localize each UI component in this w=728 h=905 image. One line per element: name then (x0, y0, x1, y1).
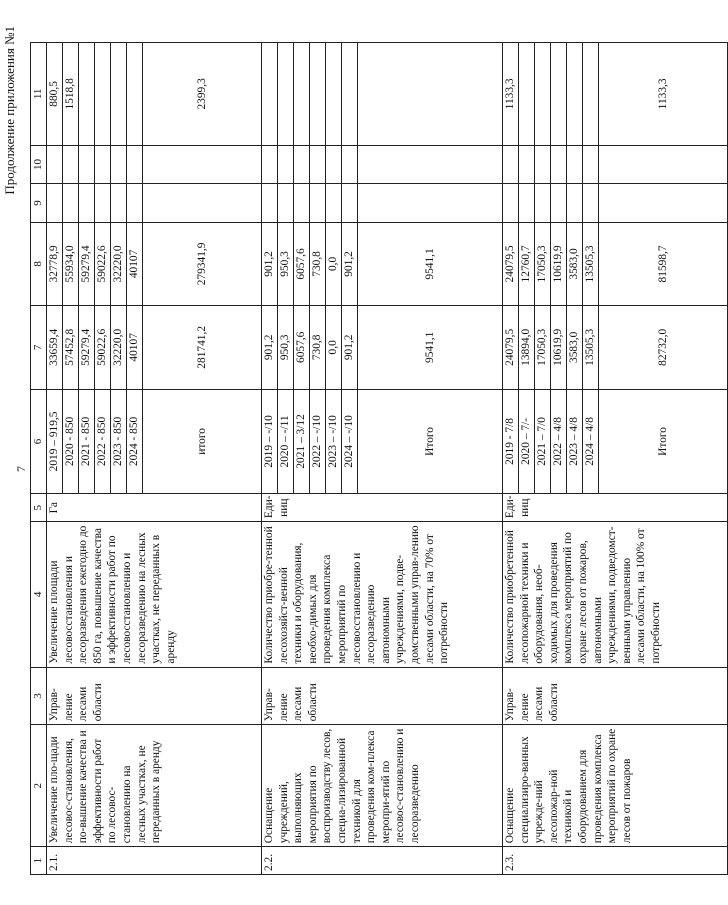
other-sources: 880,5 (47, 43, 63, 146)
indicator-description: Количество приобре-тенной лесохозяйст-венной техники и оборудования, необхо-димых для проведения комплекса мероприятий по лесовосстановлению и лесоразведению автономными учреждениями, подве-домственными управ-лению лесами области, на 70% от потребности (262, 522, 503, 667)
other-sources (294, 43, 310, 146)
column-number: 10 (31, 145, 47, 183)
local-budget (599, 145, 728, 183)
total-funding: 32220,0 (111, 306, 127, 389)
other-sources: 1133,3 (599, 43, 728, 146)
column-number: 3 (31, 667, 47, 725)
local-budget (294, 145, 310, 183)
unit: Еди-ниц (262, 494, 503, 522)
year-value: 2020 - 850 (63, 389, 79, 494)
regional-budget: 3583,0 (567, 222, 583, 305)
regional-budget: 901,2 (262, 222, 278, 305)
indicator-description: Увеличение площади лесовосстановления и лесоразведения ежегодно до 850 га, повышение качества и эффективности работ по лесовосстановлению и лесоразведению на лесных участках, не переданных в аренду (47, 522, 262, 667)
federal-budget (127, 184, 143, 222)
federal-budget (583, 184, 599, 222)
regional-budget: 12760,7 (519, 222, 535, 305)
federal-budget (47, 184, 63, 222)
regional-budget: 32220,0 (111, 222, 127, 305)
row-number: 2.1. (47, 847, 262, 875)
page-number: 7 (14, 466, 28, 472)
federal-budget (95, 184, 111, 222)
local-budget (95, 145, 111, 183)
total-label: Итого (599, 389, 728, 494)
column-number: 1 (31, 847, 47, 875)
local-budget (567, 145, 583, 183)
activity-name: Оснащение специализиро-ванных учрежде-ний лесопожар-ной техникой и оборудованием для проведения комплекса мероприятий по охране лесов от пожаров (503, 725, 728, 847)
regional-budget: 0,0 (326, 222, 342, 305)
year-value: 2024 – 4/8 (583, 389, 599, 494)
federal-budget (567, 184, 583, 222)
year-value: 2019 – 919,5 (47, 389, 63, 494)
federal-budget (262, 184, 278, 222)
unit: Еди-ниц (503, 494, 728, 522)
regional-budget: 13505,3 (583, 222, 599, 305)
column-number: 7 (31, 306, 47, 389)
row-number: 2.2. (262, 847, 503, 875)
year-row (47, 43, 63, 875)
column-number: 4 (31, 522, 47, 667)
total-funding: 33659,4 (47, 306, 63, 389)
column-number: 2 (31, 725, 47, 847)
row-number: 2.3. (503, 847, 728, 875)
indicator-description: Количество приобретенной лесопожарной техники и оборудования, необ-ходимых для проведения комплекса мероприятий по охране лесов от пожаров, автономными учреждениями, подведомст-венными управлению лесами области, на 100% от потребности (503, 522, 728, 667)
federal-budget (278, 184, 294, 222)
local-budget (535, 145, 551, 183)
regional-budget: 10619,9 (551, 222, 567, 305)
regional-budget: 901,2 (342, 222, 358, 305)
column-number: 9 (31, 184, 47, 222)
total-funding: 0,0 (326, 306, 342, 389)
other-sources (278, 43, 294, 146)
year-value: 2020 – -/11 (278, 389, 294, 494)
regional-budget: 17050,3 (535, 222, 551, 305)
total-funding: 59279,4 (79, 306, 95, 389)
regional-budget: 279341,9 (143, 222, 262, 305)
regional-budget: 950,3 (278, 222, 294, 305)
local-budget (63, 145, 79, 183)
year-value: 2019 - 7/8 (503, 389, 519, 494)
total-funding: 82732,0 (599, 306, 728, 389)
year-value: 2019 – -/10 (262, 389, 278, 494)
year-value: 2023 – 4/8 (567, 389, 583, 494)
other-sources (111, 43, 127, 146)
total-funding: 950,3 (278, 306, 294, 389)
other-sources (342, 43, 358, 146)
federal-budget (326, 184, 342, 222)
other-sources (127, 43, 143, 146)
year-value: 2021 - 850 (79, 389, 95, 494)
year-value: 2020 – 7/- (519, 389, 535, 494)
other-sources (567, 43, 583, 146)
total-funding: 57452,8 (63, 306, 79, 389)
local-budget (111, 145, 127, 183)
program-activities-table (30, 42, 728, 875)
year-value: 2021 – 3/12 (294, 389, 310, 494)
other-sources (262, 43, 278, 146)
local-budget (127, 145, 143, 183)
total-funding: 24079,5 (503, 306, 519, 389)
total-funding: 13505,3 (583, 306, 599, 389)
federal-budget (294, 184, 310, 222)
regional-budget: 81598,7 (599, 222, 728, 305)
other-sources (95, 43, 111, 146)
year-value: 2024 - 850 (127, 389, 143, 494)
total-label: итого (143, 389, 262, 494)
regional-budget: 40107 (127, 222, 143, 305)
federal-budget (599, 184, 728, 222)
year-row (262, 43, 278, 875)
local-budget (278, 145, 294, 183)
regional-budget: 9541,1 (358, 222, 503, 305)
local-budget (326, 145, 342, 183)
local-budget (551, 145, 567, 183)
federal-budget (535, 184, 551, 222)
other-sources (535, 43, 551, 146)
regional-budget: 59022,6 (95, 222, 111, 305)
federal-budget (143, 184, 262, 222)
local-budget (583, 145, 599, 183)
unit: Га (47, 494, 262, 522)
year-value: 2024 – -/10 (342, 389, 358, 494)
other-sources: 1518,8 (63, 43, 79, 146)
local-budget (519, 145, 535, 183)
year-row (503, 43, 519, 875)
local-budget (358, 145, 503, 183)
other-sources (326, 43, 342, 146)
local-budget (310, 145, 326, 183)
total-funding: 6057,6 (294, 306, 310, 389)
year-value: 2022 – 4/8 (551, 389, 567, 494)
federal-budget (519, 184, 535, 222)
total-funding: 281741,2 (143, 306, 262, 389)
other-sources (519, 43, 535, 146)
other-sources (79, 43, 95, 146)
federal-budget (342, 184, 358, 222)
local-budget (79, 145, 95, 183)
year-value: 2023 - 850 (111, 389, 127, 494)
total-funding: 17050,3 (535, 306, 551, 389)
regional-budget: 6057,6 (294, 222, 310, 305)
local-budget (342, 145, 358, 183)
activity-name: Увеличение пло-щади лесовос-становления, по-вышение качества и эффективности работ по лесовос-становлению на лесных участках, не переданных в аренду (47, 725, 262, 847)
other-sources (358, 43, 503, 146)
column-number-row (31, 43, 47, 875)
total-funding: 13894,0 (519, 306, 535, 389)
federal-budget (79, 184, 95, 222)
total-label: Итого (358, 389, 503, 494)
executor: Управ-ление лесами области (503, 667, 728, 725)
regional-budget: 24079,5 (503, 222, 519, 305)
federal-budget (551, 184, 567, 222)
local-budget (262, 145, 278, 183)
continuation-caption: Продолжение приложения №1 (2, 26, 17, 195)
total-funding: 3583,0 (567, 306, 583, 389)
local-budget (143, 145, 262, 183)
executor: Управ-ление лесами области (47, 667, 262, 725)
other-sources: 1133,3 (503, 43, 519, 146)
column-number: 5 (31, 494, 47, 522)
column-number: 11 (31, 43, 47, 146)
federal-budget (358, 184, 503, 222)
federal-budget (111, 184, 127, 222)
activity-name: Оснащение учреждений, выполняющих мероприятия по воспроизводству лесов, специа-лизированной техникой для проведения ком-плекса меропри-ятий по лесовос-становлению и лесоразведению (262, 725, 503, 847)
year-value: 2021 – 7/0 (535, 389, 551, 494)
federal-budget (63, 184, 79, 222)
total-funding: 901,2 (342, 306, 358, 389)
regional-budget: 55934,0 (63, 222, 79, 305)
other-sources (583, 43, 599, 146)
total-funding: 40107 (127, 306, 143, 389)
total-funding: 9541,1 (358, 306, 503, 389)
other-sources (551, 43, 567, 146)
other-sources: 2399,3 (143, 43, 262, 146)
year-value: 2022 - 850 (95, 389, 111, 494)
regional-budget: 730,8 (310, 222, 326, 305)
regional-budget: 59279,4 (79, 222, 95, 305)
total-funding: 901,2 (262, 306, 278, 389)
other-sources (310, 43, 326, 146)
column-number: 6 (31, 389, 47, 494)
local-budget (503, 145, 519, 183)
regional-budget: 32778,9 (47, 222, 63, 305)
federal-budget (503, 184, 519, 222)
total-funding: 59022,6 (95, 306, 111, 389)
year-value: 2022 – -/10 (310, 389, 326, 494)
local-budget (47, 145, 63, 183)
federal-budget (310, 184, 326, 222)
year-value: 2023 – -/10 (326, 389, 342, 494)
total-funding: 10619,9 (551, 306, 567, 389)
column-number: 8 (31, 222, 47, 305)
executor: Управ-ление лесами области (262, 667, 503, 725)
total-funding: 730,8 (310, 306, 326, 389)
